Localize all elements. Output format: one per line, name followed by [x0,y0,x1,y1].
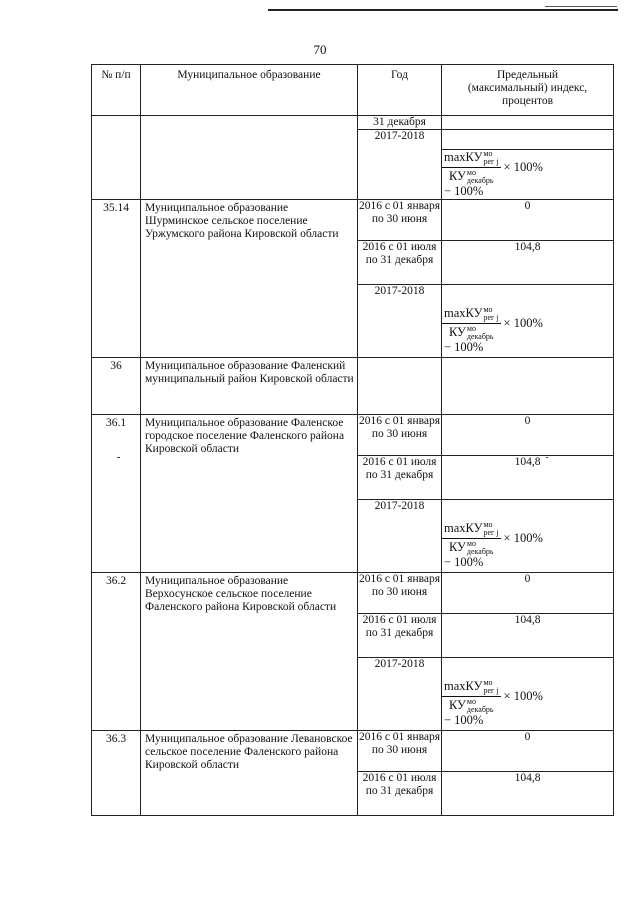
header-index: Предельный (максимальный) индекс, процентов [442,65,614,116]
table-row [92,415,614,456]
row-period-2-year: 2016 с 01 июля по 31 декабря [358,772,442,816]
cont-year-range: 2017-2018 [358,130,442,200]
table-row [92,358,614,415]
row-num: 36.3 [92,731,141,816]
row-period-1-year: 2016 с 01 января по 30 июня [358,415,442,456]
cont-num-cell [92,116,141,200]
row-period-1-value: 0 [442,200,614,241]
scan-speck [546,457,548,458]
table-row [92,200,614,241]
index-formula: maxКУ мо рег j КУ мо декабрь × 100% − 100% [444,149,543,198]
row-period-2-year: 2016 с 01 июля по 31 декабря [358,614,442,658]
cont-name-cell [141,116,358,200]
header-num: № п/п [92,65,141,116]
row-period-3-formula [442,658,614,731]
top-rule-fragment [545,6,617,7]
row-num: 36 [92,358,141,415]
row-period-1-year: 2016 с 01 января по 30 июня [358,573,442,614]
row-period-1-value: 0 [442,731,614,772]
scan-speck [117,457,120,458]
row-year-empty [358,358,442,415]
row-num: 36.2 [92,573,141,731]
row-period-1-value: 0 [442,573,614,614]
row-val-empty [442,358,614,415]
index-formula: maxКУ мо рег j КУ мо декабрь × 100% − 100% [444,520,543,569]
table-row [92,573,614,614]
row-period-1-year: 2016 с 01 января по 30 июня [358,731,442,772]
row-name: Муниципальное образование Левановское сельское поселение Фаленского района Кировской области [141,731,358,816]
header-year: Год [358,65,442,116]
row-period-3-formula [442,285,614,358]
header-name: Муниципальное образование [141,65,358,116]
page-number: 70 [313,42,327,57]
row-name: Муниципальное образование Шурминское сельское поселение Уржумского района Кировской области [141,200,358,358]
row-period-2-value: 104,8 [442,772,614,816]
index-formula: maxКУ мо рег j КУ мо декабрь × 100% − 100% [444,678,543,727]
row-num: 36.1 [92,415,141,573]
row-period-1-year: 2016 с 01 января по 30 июня [358,200,442,241]
cont-year-tail: 31 декабря [358,116,442,130]
table-row [92,731,614,772]
tariff-index-table [91,64,614,816]
row-period-2-year: 2016 с 01 июля по 31 декабря [358,241,442,285]
table-header-row [92,65,614,116]
row-name: Муниципальное образование Фаленский муниципальный район Кировской области [141,358,358,415]
row-period-3-formula [442,500,614,573]
row-period-2-year: 2016 с 01 июля по 31 декабря [358,456,442,500]
row-period-3-year: 2017-2018 [358,285,442,358]
table-row [92,116,614,130]
cont-formula-cell [442,150,614,200]
row-num: 35.14 [92,200,141,358]
cont-val-empty [442,130,614,150]
row-period-2-value: 104,8 [442,614,614,658]
row-period-3-year: 2017-2018 [358,658,442,731]
row-period-2-value: 104,8 [442,456,614,500]
row-name: Муниципальное образование Фаленское городское поселение Фаленского района Кировской области [141,415,358,573]
row-name: Муниципальное образование Верхосунское сельское поселение Фаленского района Кировской области [141,573,358,731]
cont-val-empty [442,116,614,130]
row-period-3-year: 2017-2018 [358,500,442,573]
top-rule [268,9,618,11]
index-formula: maxКУ мо рег j КУ мо декабрь × 100% − 100% [444,305,543,354]
row-period-1-value: 0 [442,415,614,456]
row-period-2-value: 104,8 [442,241,614,285]
